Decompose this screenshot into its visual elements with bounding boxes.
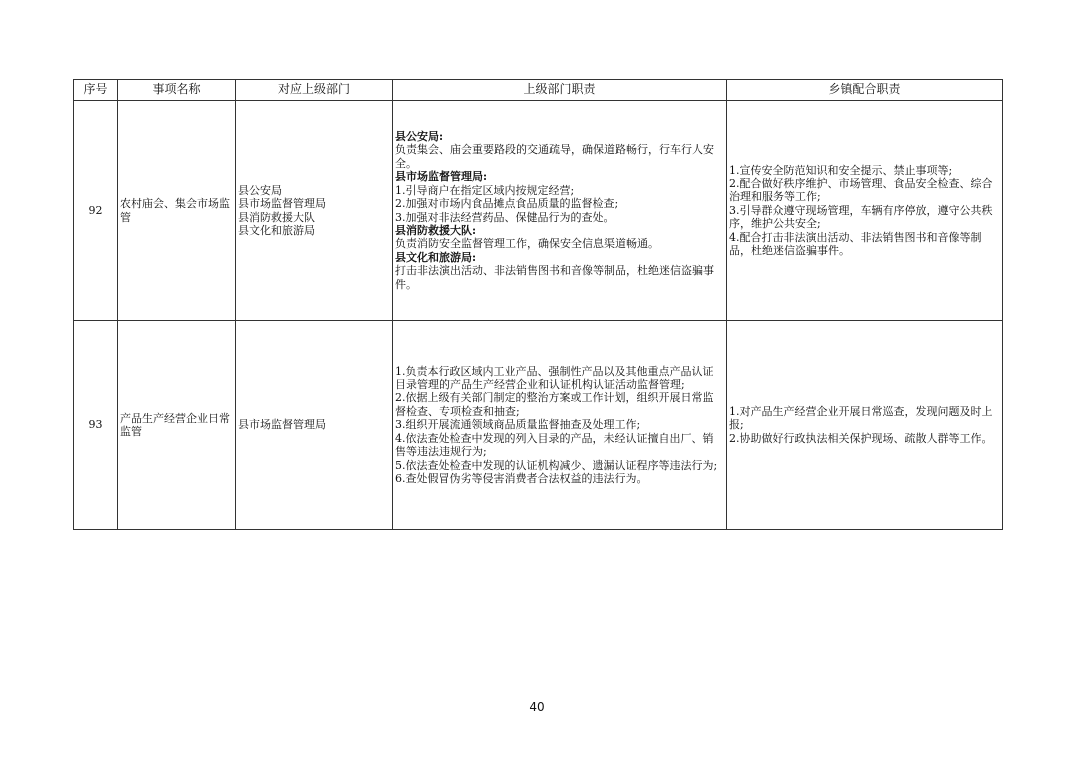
row-item: 产品生产经营企业日常监管 (118, 321, 236, 530)
duty-line: 3.加强对非法经营药品、保健品行为的查处。 (395, 210, 615, 224)
header-seq: 序号 (74, 80, 118, 101)
header-item: 事项名称 (118, 80, 236, 101)
duty-line: 6.查处假冒伪劣等侵害消费者合法权益的违法行为。 (395, 471, 648, 485)
duty-line: 2.依据上级有关部门制定的整治方案或工作计划，组织开展日常监督检查、专项检查和抽查; (395, 391, 714, 418)
township-line: 3.引导群众遵守现场管理，车辆有序停放，遵守公共秩序，维护公共安全; (729, 203, 993, 231)
dept-line: 县文化和旅游局 (238, 223, 315, 237)
row-seq: 93 (74, 321, 118, 530)
dept-line: 县消防救援大队 (238, 210, 315, 224)
township-line: 1.宣传安全防范知识和安全提示、禁止事项等; (729, 163, 953, 177)
row-township (727, 101, 1003, 321)
responsibility-table (73, 79, 1003, 530)
dept-heading: 县市场监督管理局: (395, 170, 488, 184)
duty-line: 3.组织开展流通领域商品质量监督抽查及处理工作; (395, 418, 641, 432)
table-row (74, 101, 1003, 321)
dept-line: 县市场监督管理局 (238, 197, 326, 211)
header-dept: 对应上级部门 (236, 80, 393, 101)
duty-line: 打击非法演出活动、非法销售图书和音像等制品，杜绝迷信盗骗事件。 (395, 264, 714, 291)
row-superior (393, 321, 727, 530)
duty-line: 负责消防安全监督管理工作，确保安全信息渠道畅通。 (395, 237, 659, 251)
duty-line: 1.负责本行政区域内工业产品、强制性产品以及其他重点产品认证目录管理的产品生产经营企业和认证机构认证活动监督管理; (395, 364, 714, 392)
duty-line: 2.加强对市场内食品摊点食品质量的监督检查; (395, 197, 619, 211)
dept-heading: 县公安局: (395, 130, 444, 144)
township-line: 2.配合做好秩序维护、市场管理、食品安全检查、综合治理和服务等工作; (729, 176, 993, 204)
row-dept (236, 321, 393, 530)
township-line: 4.配合打击非法演出活动、非法销售图书和音像等制品，杜绝迷信盗骗事件。 (729, 230, 982, 258)
row-seq: 92 (74, 101, 118, 321)
row-item: 农村庙会、集会市场监管 (118, 101, 236, 321)
row-township (727, 321, 1003, 530)
row-superior (393, 101, 727, 321)
dept-line: 县公安局 (238, 183, 282, 197)
dept-line: 县市场监督管理局 (238, 418, 326, 432)
row-dept (236, 101, 393, 321)
header-superior: 上级部门职责 (393, 80, 727, 101)
duty-line: 5.依法查处检查中发现的认证机构减少、遗漏认证程序等违法行为; (395, 458, 718, 472)
table-header-row (74, 80, 1003, 101)
duty-line: 负责集会、庙会重要路段的交通疏导，确保道路畅行，行车行人安全。 (395, 143, 714, 170)
dept-heading: 县消防救援大队: (395, 223, 477, 237)
header-township: 乡镇配合职责 (727, 80, 1003, 101)
table-row (74, 321, 1003, 530)
page-number: 40 (529, 700, 545, 714)
dept-heading: 县文化和旅游局: (395, 250, 477, 264)
duty-line: 1.引导商户在指定区域内按规定经营; (395, 183, 575, 197)
township-line: 1.对产品生产经营企业开展日常巡查，发现问题及时上报; (729, 404, 993, 432)
township-line: 2.协助做好行政执法相关保护现场、疏散人群等工作。 (729, 431, 993, 445)
duty-line: 4.依法查处检查中发现的列入目录的产品，未经认证擅自出厂、销售等违法违规行为; (395, 431, 714, 459)
